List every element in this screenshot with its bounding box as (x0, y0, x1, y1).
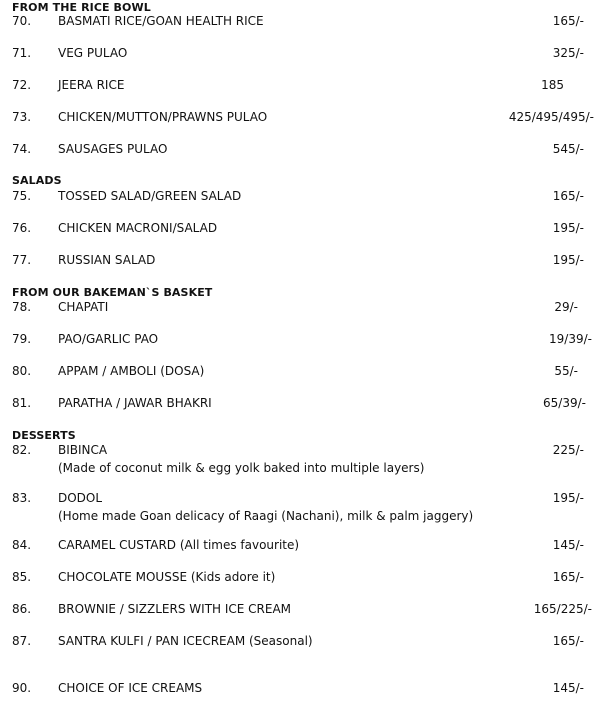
menu-item (0, 332, 600, 352)
item-name: CHAPATI (58, 300, 109, 314)
item-name: RUSSIAN SALAD (58, 253, 156, 267)
item-number: 83. (12, 491, 32, 505)
item-name: CHICKEN/MUTTON/PRAWNS PULAO (58, 110, 268, 124)
section-heading-rice-bowl: FROM THE RICE BOWL (12, 1, 151, 14)
item-number: 85. (12, 570, 32, 584)
item-price: 29/- (554, 300, 578, 314)
item-number: 82. (12, 443, 32, 457)
item-name: APPAM / AMBOLI (DOSA) (58, 364, 205, 378)
menu-item (0, 110, 600, 130)
menu-item (0, 681, 600, 701)
item-price: 195/- (552, 253, 584, 267)
menu-item (0, 142, 600, 162)
item-number: 79. (12, 332, 32, 346)
menu-item (0, 46, 600, 66)
item-price: 545/- (552, 142, 584, 156)
menu-item (0, 396, 600, 416)
item-number: 70. (12, 14, 32, 28)
item-number: 80. (12, 364, 32, 378)
item-number: 76. (12, 221, 32, 235)
menu-item (0, 78, 600, 98)
item-name: CHOCOLATE MOUSSE (Kids adore it) (58, 570, 276, 584)
menu-item (0, 253, 600, 273)
menu-item (0, 570, 600, 590)
item-name: PAO/GARLIC PAO (58, 332, 159, 346)
menu-item (0, 14, 600, 34)
item-number: 72. (12, 78, 32, 92)
item-price: 165/- (552, 634, 584, 648)
item-price: 195/- (552, 491, 584, 505)
item-name: PARATHA / JAWAR BHAKRI (58, 396, 212, 410)
item-price: 145/- (552, 538, 584, 552)
item-description: (Made of coconut milk & egg yolk baked into multiple layers) (58, 461, 425, 475)
item-price: 225/- (552, 443, 584, 457)
menu-item (0, 602, 600, 622)
item-number: 84. (12, 538, 32, 552)
item-name: SAUSAGES PULAO (58, 142, 168, 156)
item-price: 165/225/- (533, 602, 592, 616)
item-name: CHOICE OF ICE CREAMS (58, 681, 203, 695)
item-name: VEG PULAO (58, 46, 128, 60)
item-number: 71. (12, 46, 32, 60)
item-number: 75. (12, 189, 32, 203)
menu-item (0, 634, 600, 654)
item-name: DODOL (58, 491, 103, 505)
item-price: 65/39/- (543, 396, 586, 410)
item-price: 145/- (552, 681, 584, 695)
item-description: (Home made Goan delicacy of Raagi (Nachani), milk & palm jaggery) (58, 509, 474, 523)
item-name: BIBINCA (58, 443, 108, 457)
item-number: 78. (12, 300, 32, 314)
item-name: BASMATI RICE/GOAN HEALTH RICE (58, 14, 264, 28)
item-name: CARAMEL CUSTARD (All times favourite) (58, 538, 300, 552)
menu-item (0, 221, 600, 241)
item-number: 74. (12, 142, 32, 156)
item-name: CHICKEN MACRONI/SALAD (58, 221, 218, 235)
menu-item (0, 364, 600, 384)
item-number: 81. (12, 396, 32, 410)
item-name: BROWNIE / SIZZLERS WITH ICE CREAM (58, 602, 292, 616)
item-price: 195/- (552, 221, 584, 235)
item-price: 325/- (552, 46, 584, 60)
section-heading-salads: SALADS (12, 174, 62, 187)
item-name: TOSSED SALAD/GREEN SALAD (58, 189, 242, 203)
item-price: 165/- (552, 570, 584, 584)
section-heading-bakeman: FROM OUR BAKEMAN`S BASKET (12, 286, 213, 299)
item-number: 86. (12, 602, 32, 616)
menu-item (0, 443, 600, 481)
menu-item (0, 300, 600, 320)
item-price: 425/495/495/- (508, 110, 594, 124)
item-price: 165/- (552, 14, 584, 28)
item-name: JEERA RICE (58, 78, 125, 92)
section-heading-desserts: DESSERTS (12, 429, 76, 442)
item-number: 73. (12, 110, 32, 124)
item-price: 165/- (552, 189, 584, 203)
item-number: 77. (12, 253, 32, 267)
item-price: 185 (541, 78, 564, 92)
item-number: 87. (12, 634, 32, 648)
menu-item (0, 189, 600, 209)
menu-item (0, 538, 600, 558)
menu-item (0, 491, 600, 529)
item-number: 90. (12, 681, 32, 695)
item-price: 19/39/- (549, 332, 592, 346)
item-name: SANTRA KULFI / PAN ICECREAM (Seasonal) (58, 634, 313, 648)
item-price: 55/- (554, 364, 578, 378)
